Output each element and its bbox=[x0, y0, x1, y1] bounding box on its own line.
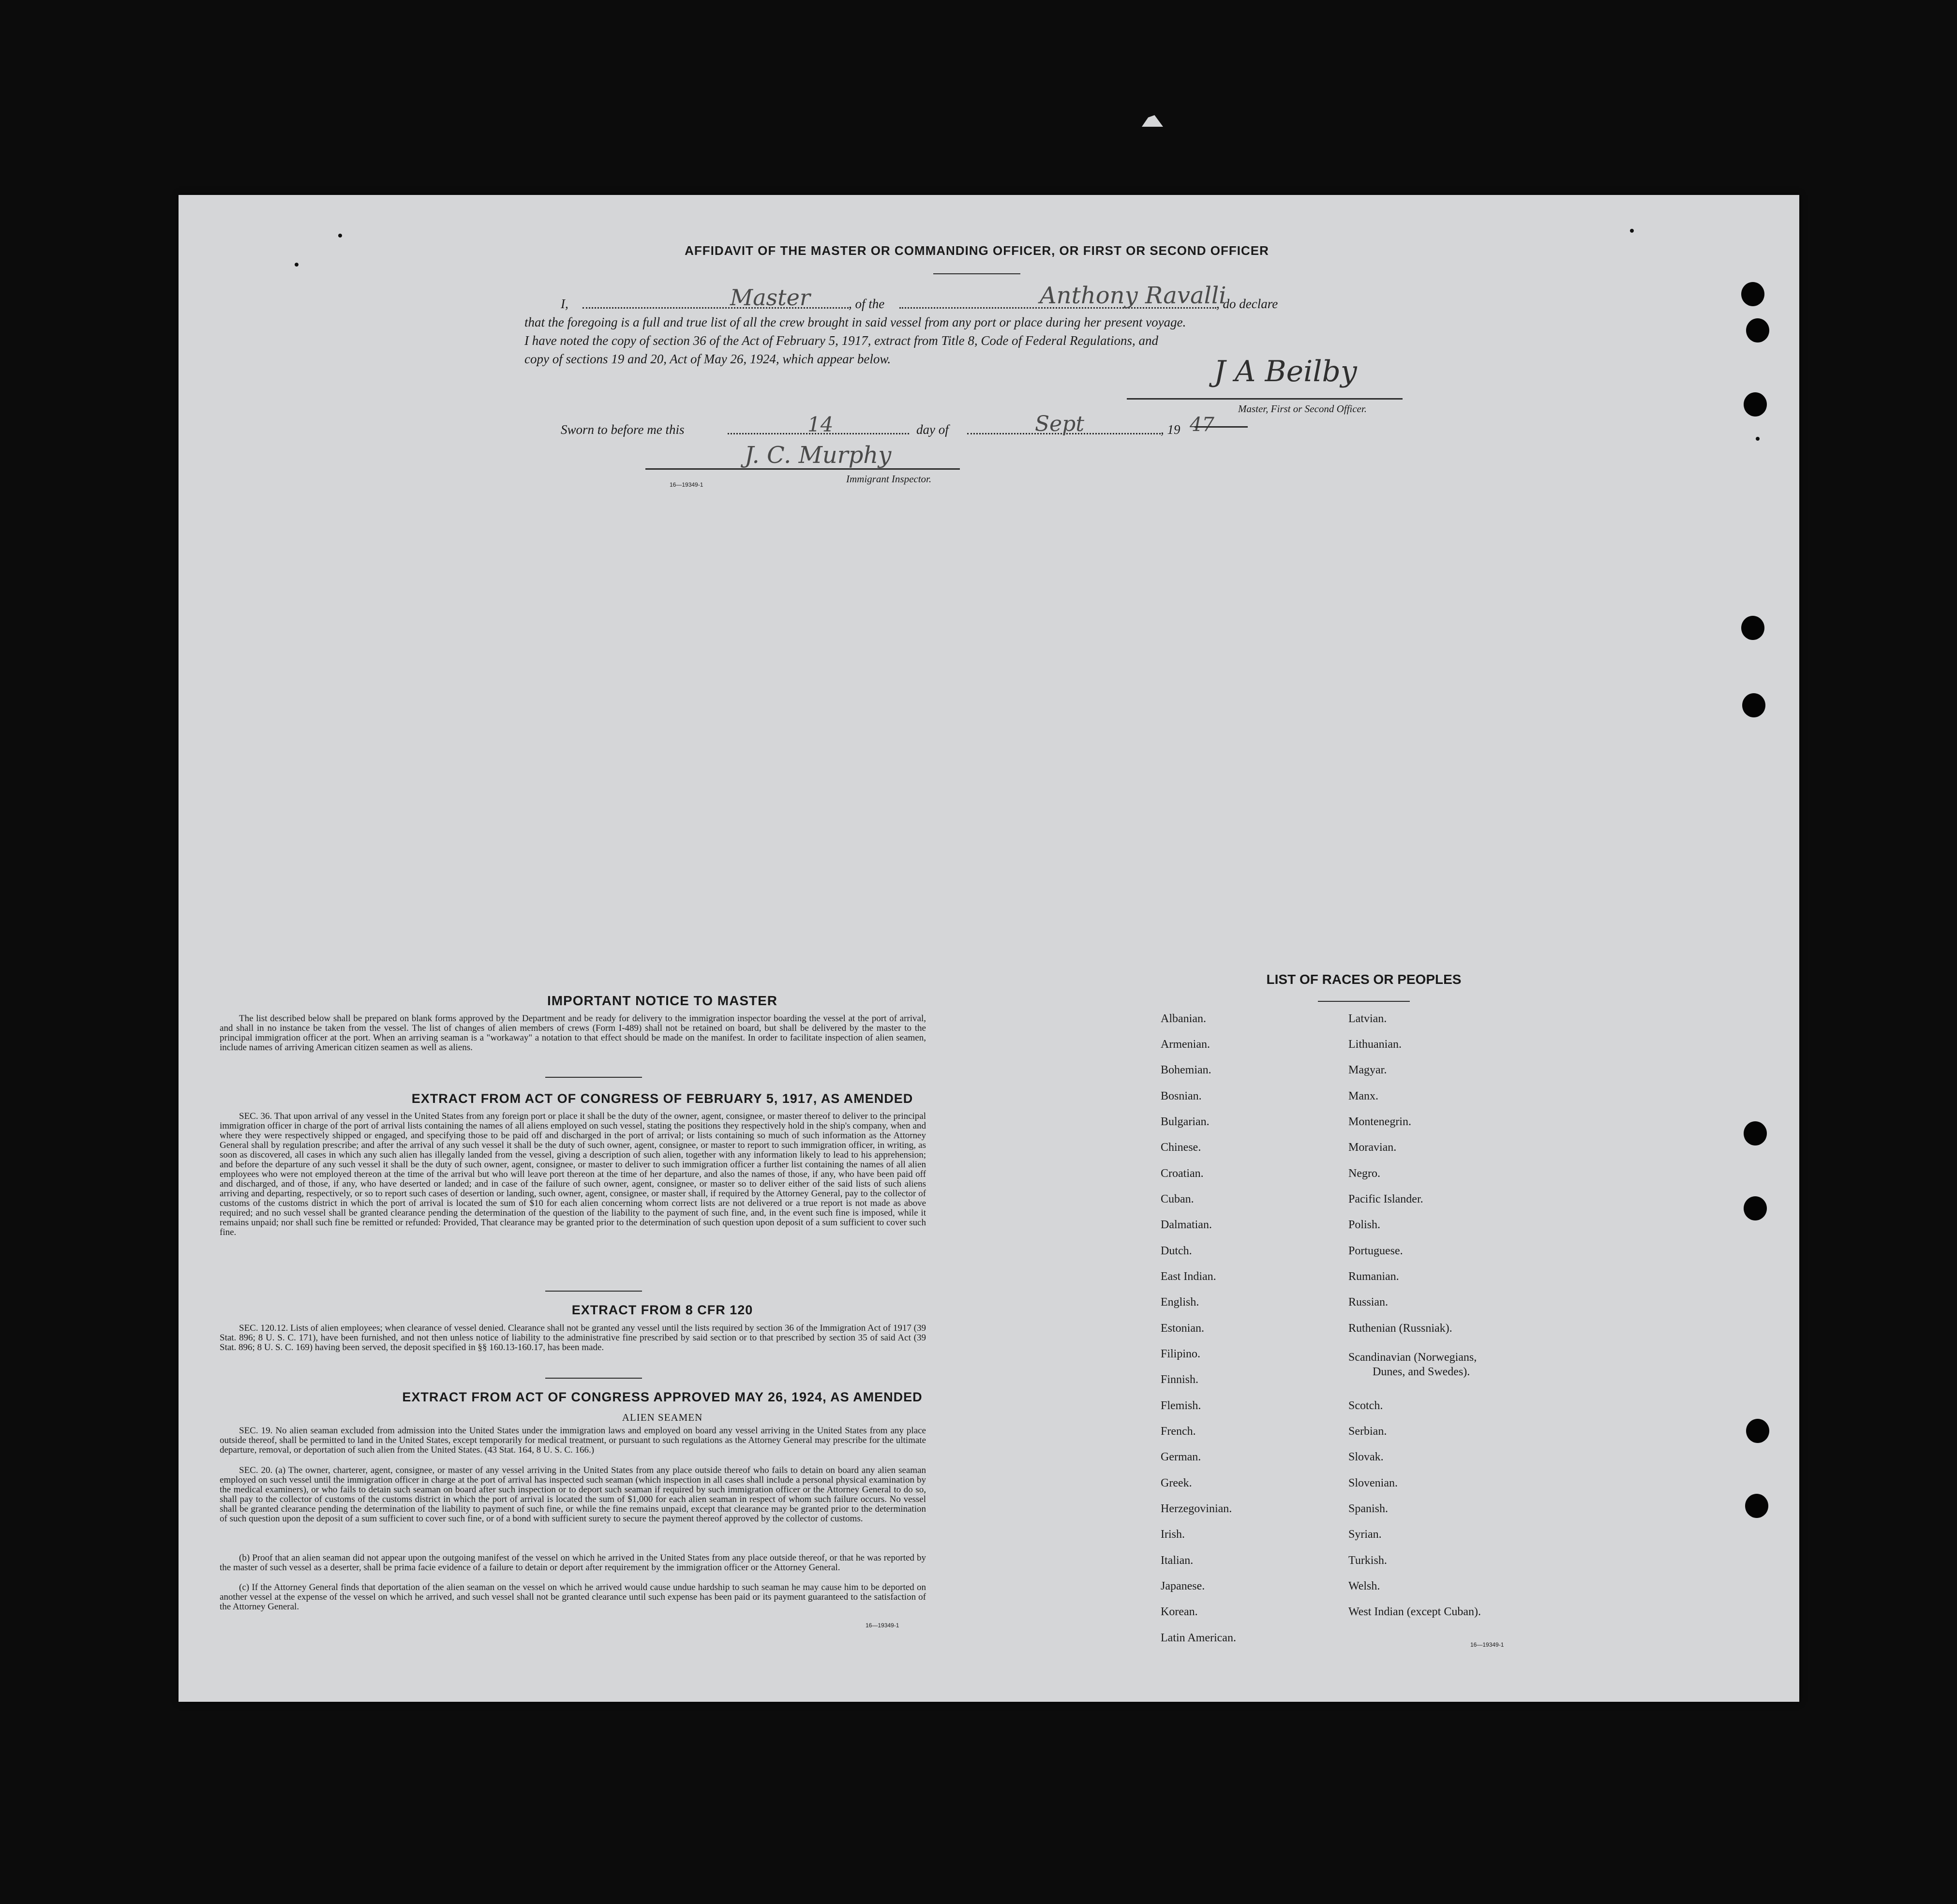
race-item: Serbian. bbox=[1348, 1425, 1387, 1438]
race-item: Bulgarian. bbox=[1161, 1116, 1210, 1128]
handwritten-year: 47 bbox=[1190, 414, 1214, 436]
signature-line bbox=[1127, 398, 1403, 400]
punch-hole bbox=[1744, 1196, 1767, 1220]
affidavit-line-3: I have noted the copy of section 36 of the Act of February 5, 1917, extract from Title 8, Code of Federal Regulations, and bbox=[524, 333, 1159, 348]
affidavit-do-declare: , do declare bbox=[1216, 297, 1278, 311]
race-item: Polish. bbox=[1348, 1219, 1381, 1231]
handwritten-day: 14 bbox=[807, 413, 834, 436]
race-item: Estonian. bbox=[1161, 1322, 1204, 1335]
notice-title: IMPORTANT NOTICE TO MASTER bbox=[547, 993, 778, 1008]
race-item: Welsh. bbox=[1348, 1580, 1380, 1592]
paper-fragment bbox=[1142, 115, 1163, 127]
race-item: Magyar. bbox=[1348, 1064, 1387, 1076]
race-item: Syrian. bbox=[1348, 1528, 1382, 1541]
race-item: Portuguese. bbox=[1348, 1245, 1403, 1257]
extract-1917-title: EXTRACT FROM ACT OF CONGRESS OF FEBRUARY 5, 1917, AS AMENDED bbox=[411, 1091, 913, 1106]
speck bbox=[295, 263, 299, 267]
extract-1924-sec20c: (c) If the Attorney General finds that deportation of the alien seaman on the vessel on which he arrived would cause undue hardship to such seaman he may cause him to be deported on another vessel at the expense of the vessel on which he arrived, and such vessel shall not be granted clearance until such expense has been paid or its payment guaranteed to the satisfaction of the Attorney General. bbox=[220, 1582, 926, 1612]
race-item: Moravian. bbox=[1348, 1141, 1397, 1154]
divider bbox=[545, 1291, 642, 1292]
race-item: Slovenian. bbox=[1348, 1477, 1398, 1489]
punch-hole bbox=[1742, 693, 1765, 717]
race-item: Japanese. bbox=[1161, 1580, 1205, 1592]
race-item: Latin American. bbox=[1161, 1632, 1236, 1644]
race-item: Croatian. bbox=[1161, 1167, 1204, 1180]
race-item: Dutch. bbox=[1161, 1245, 1192, 1257]
race-item: Bohemian. bbox=[1161, 1064, 1211, 1076]
speck bbox=[338, 234, 342, 238]
day-of-label: day of bbox=[916, 422, 949, 437]
race-item: Flemish. bbox=[1161, 1399, 1201, 1412]
handwritten-vessel: Anthony Ravalli bbox=[1040, 282, 1226, 309]
race-item: East Indian. bbox=[1161, 1270, 1216, 1283]
race-item: Ruthenian (Russniak). bbox=[1348, 1322, 1452, 1335]
divider bbox=[545, 1077, 642, 1078]
race-item: Manx. bbox=[1348, 1090, 1378, 1102]
notice-text: The list described below shall be prepared on blank forms approved by the Department and be ready for delivery to the immigration inspector boarding the vessel at the port of arrival, and shall in no instance be taken from the vessel. The list of changes of alien members of crews (Form I-489) shall not be retained on board, but shall be delivered by the master to the principal immigration officer at the port. When an arriving seaman is a "workaway" a notation to that effect should be made on the manifest. In order to facilitate inspection of alien seamen, include names of arriving American citizen seamen as well as aliens. bbox=[220, 1013, 926, 1053]
extract-cfr-text: SEC. 120.12. Lists of alien employees; when clearance of vessel denied. Clearance shall not be granted any vessel until the lists required by section 36 of the Immigration Act of 1917 (39 Stat. 896; 8 U. S. C. 171), have been furnished, and not then unless notice of liability to the administrative fine prescribed by said section or to that prescribed by section 35 of said Act (39 Stat. 896; 8 U. S. C. 169) having been served, the deposit specified in §§ 160.13-160.17, has been made. bbox=[220, 1323, 926, 1353]
race-item: Filipino. bbox=[1161, 1348, 1201, 1360]
race-item: Dunes, and Swedes). bbox=[1373, 1366, 1470, 1378]
year-line bbox=[1195, 426, 1248, 428]
races-title: LIST OF RACES OR PEOPLES bbox=[1266, 972, 1462, 987]
race-item: Scotch. bbox=[1348, 1399, 1383, 1412]
race-item: French. bbox=[1161, 1425, 1196, 1438]
race-item: Korean. bbox=[1161, 1606, 1198, 1618]
speck bbox=[1756, 437, 1760, 441]
punch-hole bbox=[1745, 1494, 1768, 1518]
affidavit-of-the-label: , of the bbox=[849, 297, 885, 311]
form-number-extracts: 16—19349-1 bbox=[866, 1622, 899, 1629]
punch-hole bbox=[1746, 318, 1769, 342]
race-item: Dalmatian. bbox=[1161, 1219, 1212, 1231]
handwritten-signature: J A Beilby bbox=[1214, 355, 1357, 388]
race-item: Albanian. bbox=[1161, 1012, 1206, 1025]
punch-hole bbox=[1741, 616, 1764, 640]
affidavit-title: AFFIDAVIT OF THE MASTER OR COMMANDING OFFICER, OR FIRST OR SECOND OFFICER bbox=[685, 243, 1269, 258]
race-item: Slovak. bbox=[1348, 1451, 1384, 1463]
extract-1924-subtitle: ALIEN SEAMEN bbox=[622, 1412, 703, 1423]
race-item: Spanish. bbox=[1348, 1502, 1389, 1515]
divider bbox=[545, 1378, 642, 1379]
race-item: Italian. bbox=[1161, 1554, 1194, 1567]
race-item: Latvian. bbox=[1348, 1012, 1387, 1025]
form-number-affidavit: 16—19349-1 bbox=[670, 481, 703, 488]
form-sheet bbox=[179, 195, 1799, 1702]
form-number-races: 16—19349-1 bbox=[1470, 1641, 1504, 1648]
race-item: Scandinavian (Norwegians, bbox=[1348, 1351, 1477, 1364]
title-underline bbox=[933, 273, 1020, 274]
race-item: Lithuanian. bbox=[1348, 1038, 1402, 1051]
extract-1924-sec20b: (b) Proof that an alien seaman did not appear upon the outgoing manifest of the vessel on which he arrived in the United States from any place outside thereof, or that he was reported by the master of such vessel as a deserter, shall be prima facie evidence of a failure to detain or deport after requirement by the immigration officer or the Attorney General. bbox=[220, 1553, 926, 1573]
race-item: Bosnian. bbox=[1161, 1090, 1202, 1102]
race-item: Greek. bbox=[1161, 1477, 1192, 1489]
race-item: Armenian. bbox=[1161, 1038, 1210, 1051]
extract-1917-text: SEC. 36. That upon arrival of any vessel in the United States from any foreign port or place it shall be the duty of the owner, agent, consignee, or master thereof to deliver to the principal immigration officer in charge of the port of arrival lists containing the names of all aliens employed on such vessel, stating the positions they respectively hold in the ship's company, when and where they were respectively shipped or engaged, and specifying those to be paid off and discharged in the port of arrival; or lists containing so much of such information as the Attorney General shall by regulation prescribe; and after the arrival of any such vessel it shall be the duty of such owner, agent, consignee, or master to report to such immigration officer, in writing, as soon as discovered, all cases in which any such alien has illegally landed from the vessel, giving a description of such alien, together with any information likely to lead to his apprehension; and before the departure of any such vessel it shall be the duty of such owner, agent, consignee, or master to deliver to such immigration officer a further list containing the names of all alien employees who were not employed thereon at the time of the arrival but who will leave port thereon at the time of her departure, and also the names of those, if any, who have been paid off and discharged, and of those, if any, who have deserted or landed; and in case of the failure of such owner, agent, consignee, or master so to deliver either of the said lists of such aliens arriving and departing, respectively, or so to report such cases of desertion or landing, such owner, agent, consignee, or master shall, if required by the Attorney General, pay to the collector of customs of the customs district in which the port of arrival is located the sum of $10 for each alien concerning whom correct lists are not delivered or a true report is not made as above required; and no such vessel shall be granted clearance pending the determination of the question of the liability to the payment of such fine, and, in the event such fine is imposed, while it remains unpaid; nor shall such fine be remitted or refunded: Provided, That clearance may be granted prior to the determination of such question upon deposit of a sum sufficient to cover such fine. bbox=[220, 1111, 926, 1237]
race-item: German. bbox=[1161, 1451, 1201, 1463]
race-item: Cuban. bbox=[1161, 1193, 1194, 1205]
punch-hole bbox=[1746, 1419, 1769, 1443]
year-prefix: , 19 bbox=[1161, 422, 1180, 437]
inspector-caption: Immigrant Inspector. bbox=[846, 473, 932, 485]
affidavit-line-4: copy of sections 19 and 20, Act of May 26, 1924, which appear below. bbox=[524, 352, 891, 366]
affidavit-line-2: that the foregoing is a full and true list of all the crew brought in said vessel from any port or place during her present voyage. bbox=[524, 315, 1186, 329]
race-item: Negro. bbox=[1348, 1167, 1380, 1180]
races-underline bbox=[1318, 1001, 1410, 1002]
race-item: Finnish. bbox=[1161, 1373, 1199, 1386]
extract-1924-sec20a: SEC. 20. (a) The owner, charterer, agent, consignee, or master of any vessel arriving in the United States from any place outside thereof who fails to detain on board any alien seaman employed on such vessel until the immigration officer in charge at the port of arrival has inspected such seaman (which inspection in all cases shall include a personal physical examination by the medical examiners), or who fails to detain such seaman on board after such inspection or to deport such seaman if required by such immigration officer or the Attorney General to do so, shall pay to the collector of customs of the customs district in which the port of arrival is located the sum of $1,000 for each alien seaman in respect of whom such failure occurs. No vessel shall be granted clearance pending the determination of the liability to payment of such fine, or while the fine remains unpaid, except that clearance may be granted prior to the determination of such question upon the deposit of a sum sufficient to cover such fine, or of a bond with sufficient surety to secure the payment thereof approved by the collector of customs. bbox=[220, 1465, 926, 1524]
race-item: Irish. bbox=[1161, 1528, 1185, 1541]
affidavit-i-label: I, bbox=[561, 297, 568, 311]
sworn-label: Sworn to before me this bbox=[561, 422, 685, 437]
handwritten-month: Sept bbox=[1035, 412, 1085, 436]
punch-hole bbox=[1744, 1121, 1767, 1145]
extract-1924-sec19: SEC. 19. No alien seaman excluded from admission into the United States under the immigration laws and employed on board any vessel arriving in the United States from any place outside thereof, shall be permitted to land in the United States, except temporarily for medical treatment, or pursuant to such regulations as the Attorney General may prescribe for the ultimate departure, removal, or deportation of such alien from the United States. (43 Stat. 164, 8 U. S. C. 166.) bbox=[220, 1426, 926, 1455]
handwritten-rank: Master bbox=[730, 284, 810, 311]
race-item: Pacific Islander. bbox=[1348, 1193, 1423, 1205]
extract-1924-title: EXTRACT FROM ACT OF CONGRESS APPROVED MAY 26, 1924, AS AMENDED bbox=[402, 1390, 923, 1404]
punch-hole bbox=[1741, 282, 1764, 306]
handwritten-inspector: J. C. Murphy bbox=[745, 442, 892, 469]
extract-cfr-title: EXTRACT FROM 8 CFR 120 bbox=[571, 1303, 753, 1317]
signature-caption: Master, First or Second Officer. bbox=[1238, 403, 1367, 415]
race-item: Montenegrin. bbox=[1348, 1116, 1411, 1128]
race-item: Herzegovinian. bbox=[1161, 1502, 1232, 1515]
punch-hole bbox=[1744, 392, 1767, 416]
race-item: Turkish. bbox=[1348, 1554, 1387, 1567]
race-item: West Indian (except Cuban). bbox=[1348, 1606, 1481, 1618]
race-item: Russian. bbox=[1348, 1296, 1389, 1309]
speck bbox=[1630, 229, 1634, 233]
race-item: English. bbox=[1161, 1296, 1199, 1309]
race-item: Chinese. bbox=[1161, 1141, 1201, 1154]
race-item: Rumanian. bbox=[1348, 1270, 1399, 1283]
